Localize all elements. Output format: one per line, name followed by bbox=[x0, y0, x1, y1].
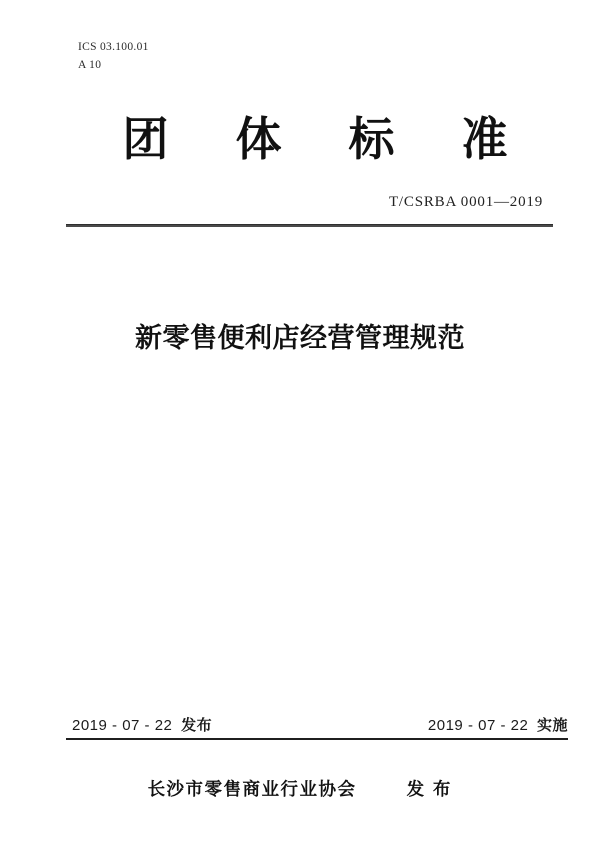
masthead-char-4: 准 bbox=[461, 113, 508, 165]
implement-date-label: 实施 bbox=[536, 717, 568, 734]
release-date bbox=[66, 714, 212, 735]
release-date-value: 2019 - 07 - 22 bbox=[72, 717, 173, 734]
implement-date bbox=[428, 714, 568, 735]
publisher-name: 长沙市零售商业行业协会 bbox=[147, 779, 357, 799]
publisher-row bbox=[0, 776, 600, 801]
masthead-char-2: 体 bbox=[235, 113, 282, 165]
masthead-divider-rule bbox=[66, 224, 553, 227]
dates-row bbox=[66, 706, 568, 740]
ics-classification bbox=[78, 38, 149, 74]
ics-code: ICS 03.100.01 bbox=[78, 41, 149, 53]
document-title: 新零售便利店经营管理规范 bbox=[135, 323, 465, 353]
ics-category: A 10 bbox=[78, 59, 102, 71]
release-date-label: 发布 bbox=[181, 717, 213, 734]
implement-date-value: 2019 - 07 - 22 bbox=[427, 717, 529, 734]
masthead-char-1: 团 bbox=[122, 113, 169, 165]
publish-label: 发 布 bbox=[406, 779, 453, 799]
masthead-title bbox=[15, 114, 600, 164]
standard-number: T/CSRBA 0001—2019 bbox=[388, 194, 543, 210]
masthead-char-3: 标 bbox=[348, 113, 395, 165]
